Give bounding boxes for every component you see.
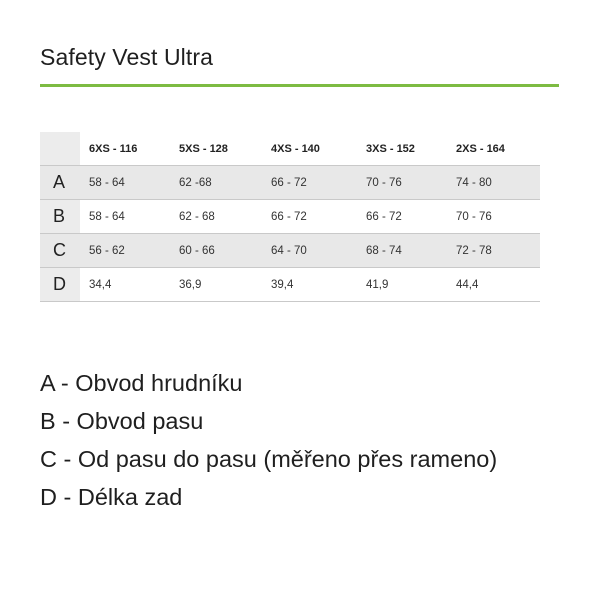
table-cell: 44,4	[447, 268, 540, 302]
accent-divider	[40, 84, 559, 87]
table-cell: 58 - 64	[80, 166, 170, 200]
table-cell: 70 - 76	[357, 166, 447, 200]
table-cell: 70 - 76	[447, 200, 540, 234]
page-title: Safety Vest Ultra	[40, 44, 213, 70]
table-cell: 56 - 62	[80, 234, 170, 268]
legend-item: D - Délka zad	[40, 484, 183, 510]
table-cell: 60 - 66	[170, 234, 262, 268]
table-cell: 72 - 78	[447, 234, 540, 268]
table-cell: 68 - 74	[357, 234, 447, 268]
table-row	[40, 268, 540, 302]
table-corner-cell	[40, 132, 80, 166]
table-cell: 58 - 64	[80, 200, 170, 234]
column-header: 3XS - 152	[357, 132, 447, 166]
legend-item: B - Obvod pasu	[40, 408, 204, 434]
table-cell: 62 -68	[170, 166, 262, 200]
column-header: 5XS - 128	[170, 132, 262, 166]
table-header-row	[40, 132, 540, 166]
table-cell: 64 - 70	[262, 234, 357, 268]
table-cell: 66 - 72	[262, 200, 357, 234]
table-row	[40, 234, 540, 268]
measurement-legend	[40, 364, 497, 516]
row-label: D	[40, 268, 80, 302]
table-cell: 36,9	[170, 268, 262, 302]
table-cell: 41,9	[357, 268, 447, 302]
table-cell: 66 - 72	[357, 200, 447, 234]
legend-item: A - Obvod hrudníku	[40, 370, 243, 396]
size-table	[40, 132, 540, 302]
table-row	[40, 200, 540, 234]
column-header: 6XS - 116	[80, 132, 170, 166]
table-cell: 34,4	[80, 268, 170, 302]
table-row	[40, 166, 540, 200]
table-cell: 39,4	[262, 268, 357, 302]
column-header: 4XS - 140	[262, 132, 357, 166]
table-cell: 62 - 68	[170, 200, 262, 234]
table-cell: 66 - 72	[262, 166, 357, 200]
row-label: A	[40, 166, 80, 200]
row-label: C	[40, 234, 80, 268]
row-label: B	[40, 200, 80, 234]
table-cell: 74 - 80	[447, 166, 540, 200]
legend-item: C - Od pasu do pasu (měřeno přes rameno)	[40, 446, 498, 472]
column-header: 2XS - 164	[447, 132, 540, 166]
